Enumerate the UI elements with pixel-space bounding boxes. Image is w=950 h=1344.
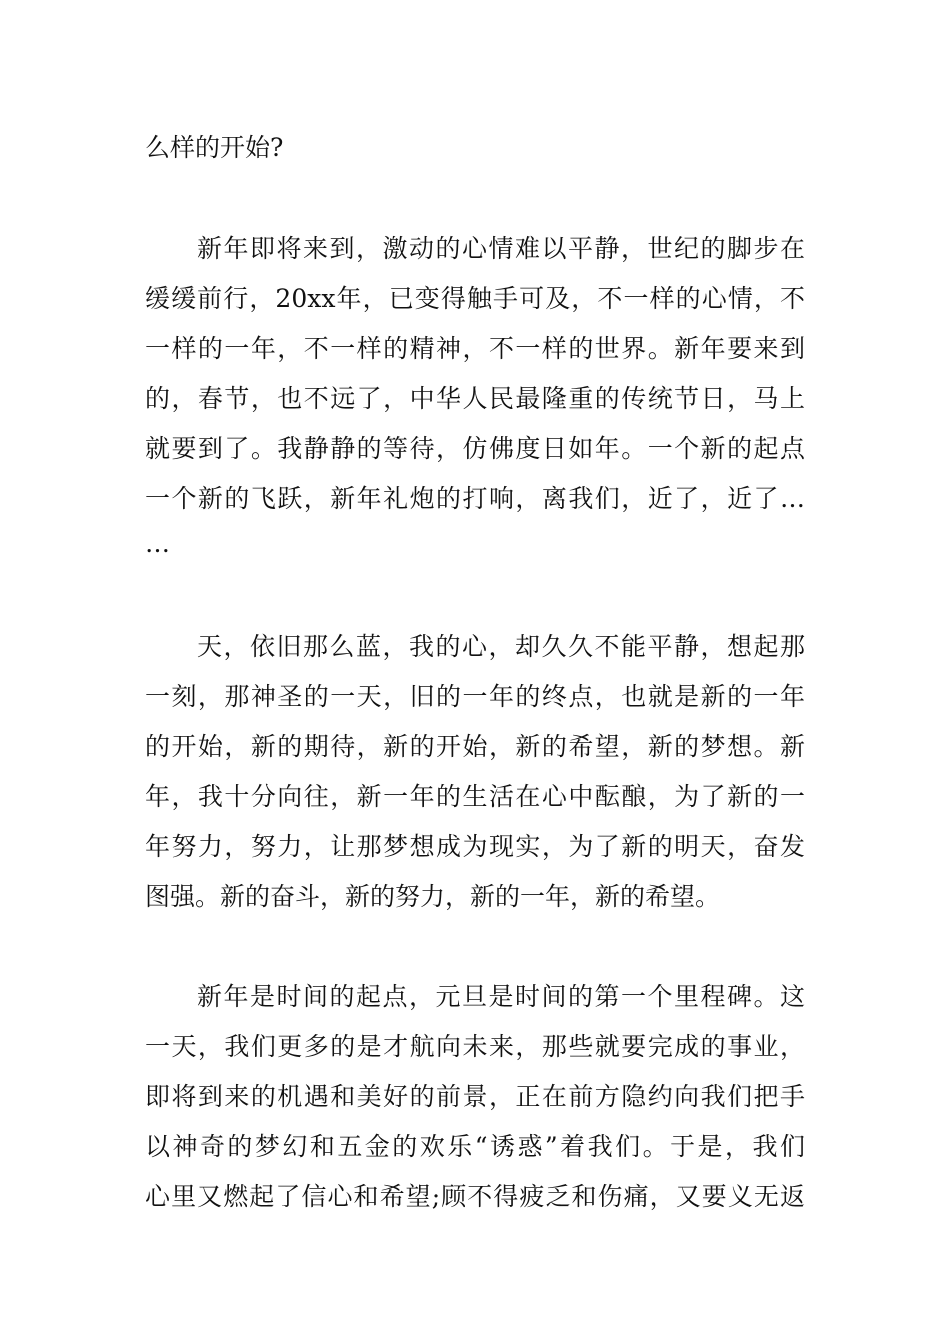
paragraph-line: … xyxy=(145,529,170,558)
paragraph-line: 以神奇的梦幻和五金的欢乐“诱惑”着我们。于是，我们 xyxy=(145,1132,805,1161)
paragraph-line: 一天，我们更多的是才航向未来，那些就要完成的事业， xyxy=(145,1032,805,1061)
paragraph-line: 即将到来的机遇和美好的前景，正在前方隐约向我们把手 xyxy=(145,1082,805,1111)
paragraph-line: 年，我十分向往，新一年的生活在心中酝酿，为了新的一 xyxy=(145,782,805,811)
paragraph-line: 一个新的飞跃，新年礼炮的打响，离我们，近了，近了… xyxy=(145,484,805,513)
paragraph-line: 缓缓前行，20xx年，已变得触手可及，不一样的心情，不 xyxy=(145,284,805,313)
paragraph-line: 心里又燃起了信心和希望;顾不得疲乏和伤痛，又要义无返 xyxy=(145,1182,805,1211)
paragraph-line: 新年是时间的起点，元旦是时间的第一个里程碑。这 xyxy=(197,982,805,1011)
paragraph-line: 年努力，努力，让那梦想成为现实，为了新的明天，奋发 xyxy=(145,832,805,861)
paragraph-line: 就要到了。我静静的等待，仿佛度日如年。一个新的起点 xyxy=(145,434,805,463)
paragraph-line: 的，春节，也不远了，中华人民最隆重的传统节日，马上 xyxy=(145,384,805,413)
paragraph-line: 一刻，那神圣的一天，旧的一年的终点，也就是新的一年 xyxy=(145,682,805,711)
paragraph-line: 一样的一年，不一样的精神，不一样的世界。新年要来到 xyxy=(145,334,805,363)
paragraph-line: 新年即将来到，激动的心情难以平静，世纪的脚步在 xyxy=(197,234,805,263)
paragraph-line: 么样的开始? xyxy=(145,133,284,162)
paragraph-line: 图强。新的奋斗，新的努力，新的一年，新的希望。 xyxy=(145,882,721,911)
paragraph-line: 天，依旧那么蓝，我的心，却久久不能平静，想起那 xyxy=(197,632,805,661)
paragraph-line: 的开始，新的期待，新的开始，新的希望，新的梦想。新 xyxy=(145,732,805,761)
